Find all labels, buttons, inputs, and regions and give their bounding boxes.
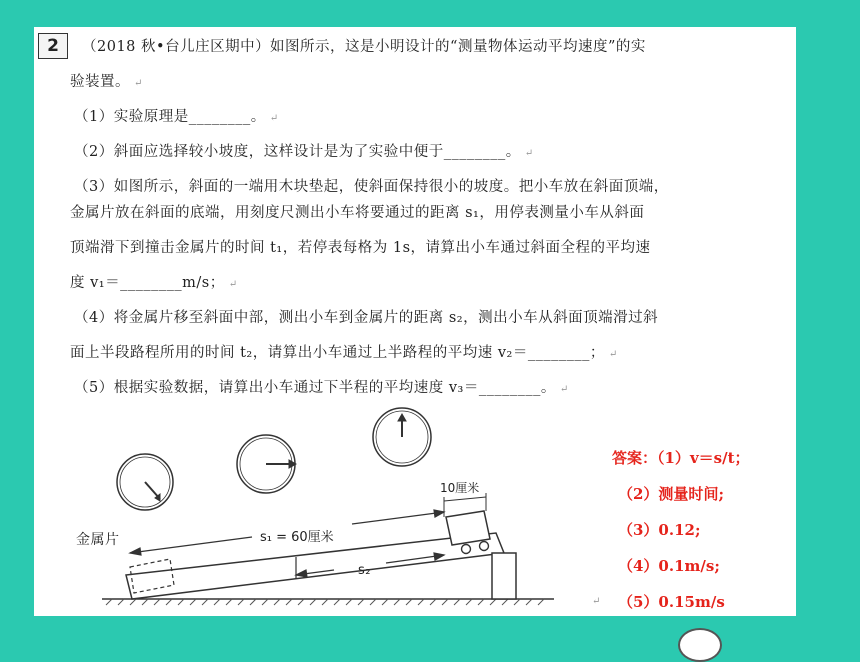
cart-length-label: 10厘米 xyxy=(440,481,480,495)
cart xyxy=(446,511,490,554)
metal-piece xyxy=(130,559,174,593)
question-panel xyxy=(34,27,796,616)
cart-dim-line xyxy=(444,497,486,501)
question-line-2: 验装置。 ↵ xyxy=(70,74,143,90)
answer-line-2: （2）测量时间; xyxy=(618,485,724,503)
s1-label: s₁ = 60厘米 xyxy=(260,530,334,545)
question-line-3: （1）实验原理是________。 ↵ xyxy=(74,109,279,125)
metal-piece-label: 金属片 xyxy=(76,532,120,548)
question-line-8: 度 v₁＝________m/s； ↵ xyxy=(70,275,238,291)
stopwatch-3 xyxy=(373,408,431,466)
question-line-11: （5）根据实验数据，请算出小车通过下半程的平均速度 v₃＝________。 ↵ xyxy=(74,380,569,396)
ground-hatching xyxy=(106,599,544,605)
answer-line-3: （3）0.12; xyxy=(618,521,701,539)
answer-line-5: （5）0.15m/s xyxy=(618,593,725,611)
diagram-paragraph-mark: ↵ xyxy=(592,596,601,607)
question-line-5: （3）如图所示，斜面的一端用木块垫起，使斜面保持很小的坡度。把小车放在斜面顶端， xyxy=(74,179,669,195)
question-number: 2 xyxy=(38,33,68,59)
question-line-1: （2018 秋•台儿庄区期中）如图所示，这是小明设计的“测量物体运动平均速度”的实 xyxy=(82,39,646,55)
mascot-icon xyxy=(678,628,722,662)
stopwatch-2 xyxy=(237,435,296,493)
question-line-9: （4）将金属片移至斜面中部，测出小车到金属片的距离 s₂，测出小车从斜面顶端滑过斜 xyxy=(74,310,659,326)
question-line-7: 顶端滑下到撞击金属片的时间 t₁，若停表每格为 1s，请算出小车通过斜面全程的平均速 xyxy=(70,240,651,256)
question-line-10: 面上半段路程所用的时间 t₂，请算出小车通过上半路程的平均速 v₂＝________； ↵ xyxy=(70,345,618,361)
s2-label: s₂ xyxy=(358,563,371,578)
stopwatch-1 xyxy=(117,454,173,510)
answer-line-1: 答案：（1）v＝s/t； xyxy=(612,449,750,467)
question-line-6: 金属片放在斜面的底端，用刻度尺测出小车将要通过的距离 s₁，用停表测量小车从斜面 xyxy=(70,205,645,221)
support-block xyxy=(492,553,516,599)
question-line-4: （2）斜面应选择较小坡度，这样设计是为了实验中便于________。 ↵ xyxy=(74,144,534,160)
answer-line-4: （4）0.1m/s; xyxy=(618,557,720,575)
